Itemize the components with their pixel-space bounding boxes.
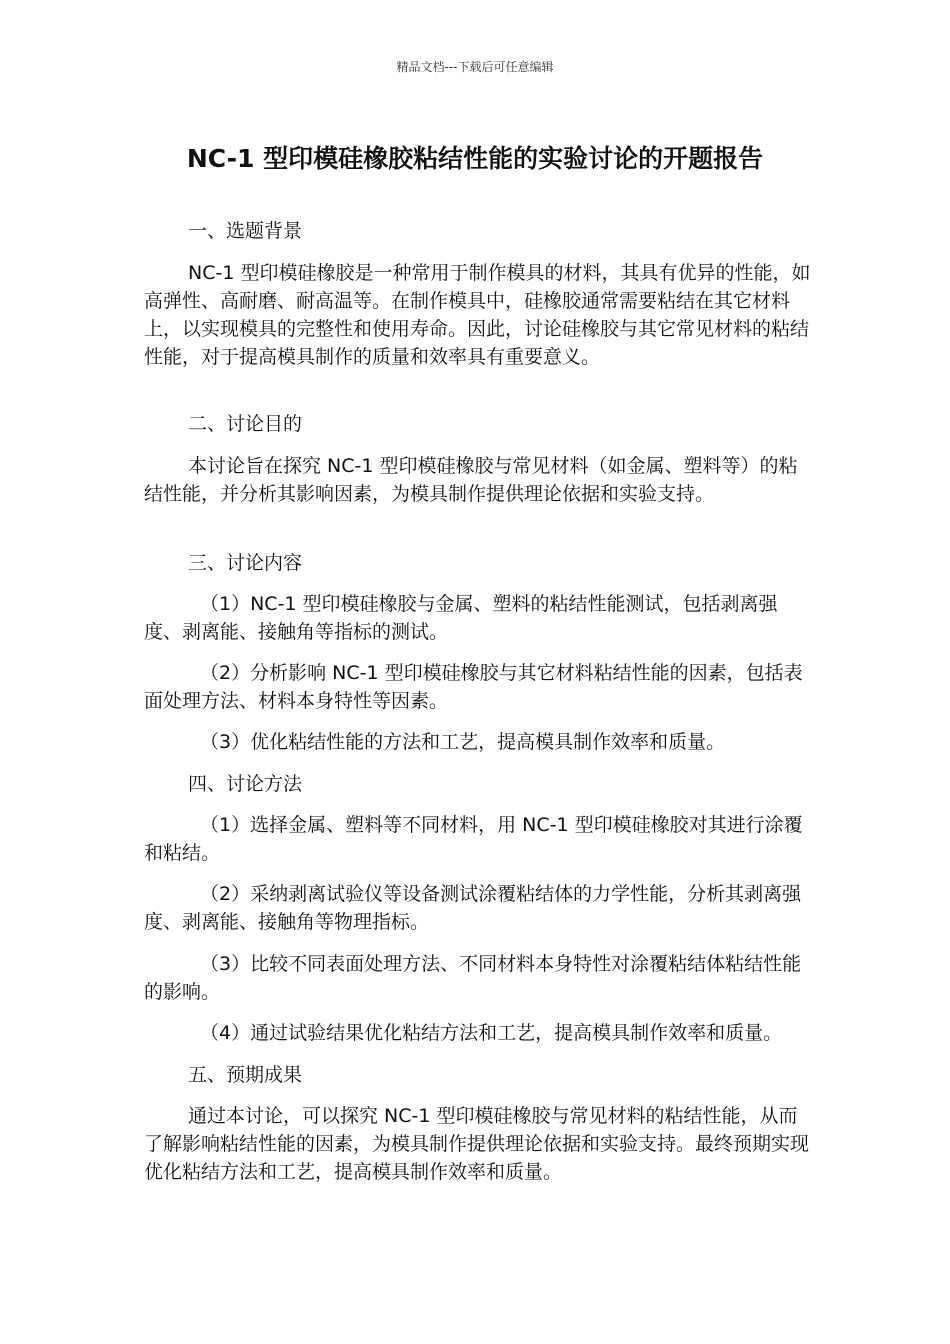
section-heading-background: 一、选题背景: [188, 220, 303, 242]
paragraph: NC-1 型印模硅橡胶是一种常用于制作模具的材料，其具有优异的性能，如高弹性、高耐磨、耐高温等。在制作模具中，硅橡胶通常需要粘结在其它材料上，以实现模具的完整性和使用寿命。因此，讨论硅橡胶与其它常见材料的粘结性能，对于提高模具制作的质量和效率具有重要意义。: [144, 262, 811, 368]
list-item: （2）分析影响 NC-1 型印模硅橡胶与其它材料粘结性能的因素，包括表面处理方法、材料本身特性等因素。: [144, 662, 803, 712]
section-heading-method: 四、讨论方法: [188, 773, 303, 795]
paragraph: 本讨论旨在探究 NC-1 型印模硅橡胶与常见材料（如金属、塑料等）的粘结性能，并分析其影响因素，为模具制作提供理论依据和实验支持。: [144, 455, 798, 505]
section-body-content-item-1: [144, 590, 814, 646]
document-title: NC-1 型印模硅橡胶粘结性能的实验讨论的开题报告: [186, 144, 764, 173]
section-body-method-item-1: [144, 811, 814, 867]
list-item: （1）选择金属、塑料等不同材料，用 NC-1 型印模硅橡胶对其进行涂覆和粘结。: [144, 814, 803, 864]
section-body-content-item-3: [144, 728, 814, 756]
section-body-content-item-2: [144, 659, 814, 715]
section-body-method-item-3: [144, 950, 814, 1006]
section-heading-content: 三、讨论内容: [188, 552, 303, 574]
list-item: （2）采纳剥离试验仪等设备测试涂覆粘结体的力学性能，分析其剥离强度、剥离能、接触角等物理指标。: [144, 883, 802, 933]
section-heading-purpose: 二、讨论目的: [188, 413, 303, 435]
list-item: （3）比较不同表面处理方法、不同材料本身特性对涂覆粘结体粘结性能的影响。: [144, 953, 802, 1003]
section-body-expected-results: [144, 1102, 814, 1186]
section-body-background: [144, 259, 814, 371]
list-item: （4）通过试验结果优化粘结方法和工艺，提高模具制作效率和质量。: [200, 1022, 783, 1044]
section-body-method-item-2: [144, 880, 814, 936]
list-item: （3）优化粘结性能的方法和工艺，提高模具制作效率和质量。: [200, 731, 726, 753]
section-body-purpose: [144, 452, 814, 508]
list-item: （1）NC-1 型印模硅橡胶与金属、塑料的粘结性能测试，包括剥离强度、剥离能、接触角等指标的测试。: [144, 593, 778, 643]
section-body-method-item-4: [144, 1019, 834, 1047]
paragraph: 通过本讨论，可以探究 NC-1 型印模硅橡胶与常见材料的粘结性能，从而了解影响粘结性能的因素，为模具制作提供理论依据和实验支持。最终预期实现优化粘结方法和工艺，提高模具制作效率和质量。: [144, 1105, 810, 1183]
section-heading-expected-results: 五、预期成果: [188, 1064, 303, 1086]
header-note: 精品文档---下载后可任意编辑: [396, 60, 554, 74]
